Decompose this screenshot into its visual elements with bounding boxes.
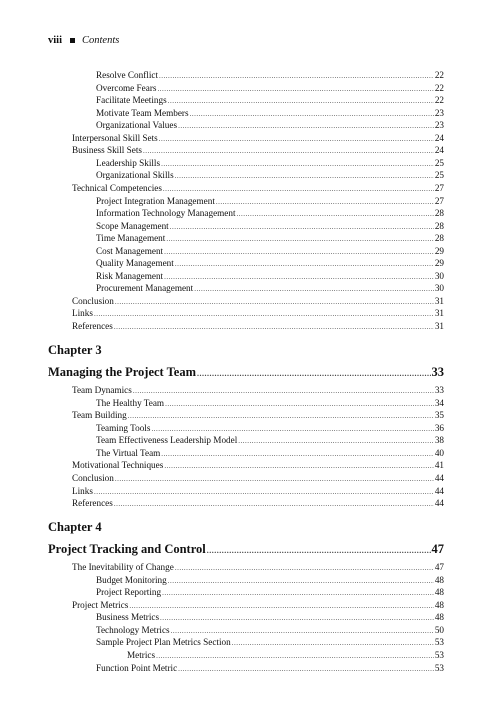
toc-entry[interactable] bbox=[96, 662, 444, 674]
dot-leader bbox=[161, 448, 434, 460]
toc-entry[interactable] bbox=[96, 119, 444, 131]
toc-entry-page: 29 bbox=[434, 245, 444, 256]
toc-entry-label: The Healthy Team bbox=[96, 397, 165, 408]
toc-entry[interactable] bbox=[72, 561, 444, 573]
dot-leader bbox=[237, 208, 434, 220]
dot-leader bbox=[168, 575, 434, 587]
dot-leader bbox=[133, 385, 434, 397]
toc-entry-label: Conclusion bbox=[72, 472, 114, 483]
toc-entry[interactable] bbox=[96, 94, 444, 106]
toc-entry-page: 28 bbox=[434, 233, 444, 244]
toc-entry-label: Team Dynamics bbox=[72, 385, 132, 396]
toc-entry-label: The Inevitability of Change bbox=[72, 562, 174, 573]
toc-entry-label: Project Reporting bbox=[96, 587, 162, 598]
dot-leader bbox=[163, 183, 434, 195]
toc-entry[interactable] bbox=[96, 107, 444, 119]
dot-leader bbox=[156, 650, 434, 662]
dot-leader bbox=[175, 170, 434, 182]
toc-entry-label: Leadership Skills bbox=[96, 157, 161, 168]
toc-entry[interactable] bbox=[72, 485, 444, 497]
toc-entry[interactable] bbox=[96, 169, 444, 181]
toc-entry[interactable] bbox=[96, 422, 444, 434]
toc-entry-label: Project Integration Management bbox=[96, 195, 215, 206]
toc-entry-page: 22 bbox=[434, 70, 444, 80]
dot-leader bbox=[94, 308, 434, 320]
toc-entry[interactable] bbox=[96, 636, 444, 648]
toc-entry-page: 53 bbox=[434, 650, 444, 660]
running-head bbox=[48, 35, 119, 46]
dot-leader bbox=[115, 296, 434, 308]
toc-entry-label: Procurement Management bbox=[96, 283, 194, 294]
toc-entry-page: 23 bbox=[434, 120, 444, 131]
toc-entry[interactable] bbox=[72, 472, 444, 484]
dot-leader bbox=[165, 398, 434, 410]
dot-leader bbox=[216, 196, 434, 208]
toc-entry-page: 22 bbox=[434, 95, 444, 106]
toc-entry[interactable] bbox=[72, 599, 444, 611]
toc-entry-page: 53 bbox=[434, 637, 444, 648]
toc-entry[interactable] bbox=[96, 157, 444, 169]
toc-entry[interactable] bbox=[72, 132, 444, 144]
toc-entry-page: 25 bbox=[434, 157, 444, 168]
toc-entry-page: 38 bbox=[434, 435, 444, 446]
toc-entry-label: Motivational Techniques bbox=[72, 460, 164, 471]
dot-leader bbox=[159, 70, 434, 82]
toc-entry-label: Technology Metrics bbox=[96, 624, 170, 635]
toc-entry-label: Team Effectiveness Leadership Model bbox=[96, 435, 238, 446]
dot-leader bbox=[164, 271, 434, 283]
toc-entry[interactable] bbox=[96, 82, 444, 94]
dot-leader bbox=[157, 83, 433, 95]
toc-entry[interactable] bbox=[96, 232, 444, 244]
dot-leader bbox=[164, 246, 434, 258]
toc-entry-page: 23 bbox=[434, 107, 444, 118]
square-bullet-icon bbox=[70, 38, 75, 43]
toc-entry[interactable] bbox=[72, 384, 444, 396]
toc-entry-label: Risk Management bbox=[96, 270, 164, 281]
dot-leader bbox=[190, 108, 434, 120]
dot-leader bbox=[114, 498, 434, 510]
dot-leader bbox=[129, 600, 433, 612]
toc-entry[interactable] bbox=[96, 270, 444, 282]
toc-part-entry[interactable] bbox=[48, 364, 444, 380]
toc-entry-page: 28 bbox=[434, 220, 444, 231]
toc-entry[interactable] bbox=[96, 69, 444, 81]
chapter-heading: Chapter 3 bbox=[48, 342, 102, 357]
toc-entry[interactable] bbox=[96, 611, 444, 623]
toc-entry[interactable] bbox=[96, 624, 444, 636]
toc-entry[interactable] bbox=[96, 282, 444, 294]
dot-leader bbox=[160, 612, 434, 624]
dot-leader bbox=[197, 366, 430, 382]
toc-entry-label: Conclusion bbox=[72, 295, 114, 306]
toc-entry[interactable] bbox=[96, 447, 444, 459]
toc-entry-page: 40 bbox=[434, 447, 444, 458]
dot-leader bbox=[238, 435, 434, 447]
dot-leader bbox=[115, 473, 434, 485]
chapter-heading: Chapter 4 bbox=[48, 519, 102, 534]
toc-entry-page: 27 bbox=[434, 195, 444, 206]
toc-entry-page: 24 bbox=[434, 145, 444, 156]
toc-part-entry[interactable] bbox=[48, 541, 444, 557]
running-head-title: Contents bbox=[82, 35, 120, 46]
toc-entry-label: Scope Management bbox=[96, 220, 169, 231]
toc-entry[interactable] bbox=[96, 245, 444, 257]
toc-entry[interactable] bbox=[72, 307, 444, 319]
toc-entry[interactable] bbox=[127, 649, 444, 661]
toc-entry-label: Sample Project Plan Metrics Section bbox=[96, 637, 231, 648]
toc-entry-label: The Virtual Team bbox=[96, 447, 161, 458]
toc-entry[interactable] bbox=[96, 586, 444, 598]
toc-entry-page: 30 bbox=[434, 270, 444, 281]
toc-entry-label: References bbox=[72, 321, 113, 331]
dot-leader bbox=[166, 233, 433, 245]
toc-entry-label: Budget Monitoring bbox=[96, 574, 167, 585]
toc-entry-label: Information Technology Management bbox=[96, 208, 236, 219]
toc-entry-label: Interpersonal Skill Sets bbox=[72, 132, 158, 143]
toc-entry-page: 33 bbox=[431, 364, 444, 379]
dot-leader bbox=[114, 321, 434, 333]
toc-entry-page: 41 bbox=[434, 460, 444, 471]
toc-entry[interactable] bbox=[96, 220, 444, 232]
toc-entry-label: Function Point Metric bbox=[96, 662, 178, 673]
toc-entry-label: Project Metrics bbox=[72, 599, 129, 610]
toc-entry-page: 53 bbox=[434, 662, 444, 673]
toc-entry-label: Managing the Project Team bbox=[48, 364, 197, 379]
toc-entry[interactable] bbox=[72, 182, 444, 194]
toc-entry-page: 44 bbox=[434, 485, 444, 496]
toc-entry-label: References bbox=[72, 498, 113, 509]
toc-entry-label: Metrics bbox=[127, 650, 156, 660]
toc-entry-page: 47 bbox=[434, 562, 444, 573]
toc-entry[interactable] bbox=[96, 434, 444, 446]
toc-entry-page: 31 bbox=[434, 321, 444, 331]
toc-entry-page: 30 bbox=[434, 283, 444, 294]
toc-entry[interactable] bbox=[72, 497, 444, 509]
toc-entry-page: 31 bbox=[434, 308, 444, 319]
toc-entry[interactable] bbox=[96, 257, 444, 269]
dot-leader bbox=[207, 543, 431, 559]
dot-leader bbox=[178, 663, 434, 675]
toc-entry-label: Team Building bbox=[72, 410, 127, 421]
toc-entry-label: Technical Competencies bbox=[72, 182, 162, 193]
toc-entry-label: Business Metrics bbox=[96, 612, 160, 623]
page-number: viii bbox=[48, 35, 63, 46]
toc-entry-page: 34 bbox=[434, 397, 444, 408]
toc-entry-page: 33 bbox=[434, 385, 444, 396]
toc-entry-label: Overcome Fears bbox=[96, 82, 157, 93]
toc-entry-label: Business Skill Sets bbox=[72, 145, 142, 156]
dot-leader bbox=[168, 95, 434, 107]
toc-entry-label: Project Tracking and Control bbox=[48, 541, 206, 556]
dot-leader bbox=[128, 410, 434, 422]
toc-entry-page: 48 bbox=[434, 612, 444, 623]
toc-entry-label: Facilitate Meetings bbox=[96, 95, 167, 106]
toc-entry-label: Cost Management bbox=[96, 245, 164, 256]
toc-entry[interactable] bbox=[72, 459, 444, 471]
dot-leader bbox=[171, 625, 434, 637]
toc-entry-label: Organizational Skills bbox=[96, 170, 174, 181]
dot-leader bbox=[143, 145, 434, 157]
dot-leader bbox=[178, 120, 434, 132]
toc-entry-page: 48 bbox=[434, 574, 444, 585]
toc-entry[interactable] bbox=[72, 295, 444, 307]
toc-entry-page: 22 bbox=[434, 82, 444, 93]
toc-entry-page: 47 bbox=[431, 541, 444, 556]
toc-entry[interactable] bbox=[72, 144, 444, 156]
dot-leader bbox=[175, 562, 434, 574]
toc-entry-label: Organizational Values bbox=[96, 120, 178, 131]
dot-leader bbox=[232, 637, 434, 649]
toc-entry-page: 44 bbox=[434, 498, 444, 509]
toc-entry-page: 29 bbox=[434, 258, 444, 269]
dot-leader bbox=[194, 283, 434, 295]
toc-entry[interactable] bbox=[96, 574, 444, 586]
toc-entry-page: 24 bbox=[434, 132, 444, 143]
toc-entry-page: 31 bbox=[434, 295, 444, 306]
toc-entry-label: Links bbox=[72, 308, 93, 319]
dot-leader bbox=[151, 423, 433, 435]
toc-entry-label: Resolve Conflict bbox=[96, 70, 159, 80]
toc-entry-page: 28 bbox=[434, 208, 444, 219]
toc-entry-page: 25 bbox=[434, 170, 444, 181]
toc-entry-page: 44 bbox=[434, 472, 444, 483]
toc-entry-page: 48 bbox=[434, 599, 444, 610]
toc-entry[interactable] bbox=[72, 320, 444, 332]
dot-leader bbox=[175, 258, 434, 270]
toc-entry[interactable] bbox=[96, 397, 444, 409]
toc-entry-page: 50 bbox=[434, 624, 444, 635]
toc-entry-page: 48 bbox=[434, 587, 444, 598]
toc-entry[interactable] bbox=[72, 409, 444, 421]
toc-entry-page: 35 bbox=[434, 410, 444, 421]
dot-leader bbox=[162, 587, 434, 599]
toc-entry-page: 27 bbox=[434, 182, 444, 193]
dot-leader bbox=[159, 133, 434, 145]
toc-entry[interactable] bbox=[96, 195, 444, 207]
toc-entry[interactable] bbox=[96, 207, 444, 219]
dot-leader bbox=[161, 158, 434, 170]
dot-leader bbox=[94, 486, 434, 498]
toc-entry-label: Quality Management bbox=[96, 258, 174, 269]
toc-entry-label: Motivate Team Members bbox=[96, 107, 189, 118]
toc-entry-label: Links bbox=[72, 485, 93, 496]
dot-leader bbox=[164, 460, 434, 472]
toc-entry-label: Time Management bbox=[96, 233, 166, 244]
toc-entry-label: Teaming Tools bbox=[96, 422, 151, 433]
dot-leader bbox=[170, 221, 434, 233]
toc-entry-page: 36 bbox=[434, 422, 444, 433]
